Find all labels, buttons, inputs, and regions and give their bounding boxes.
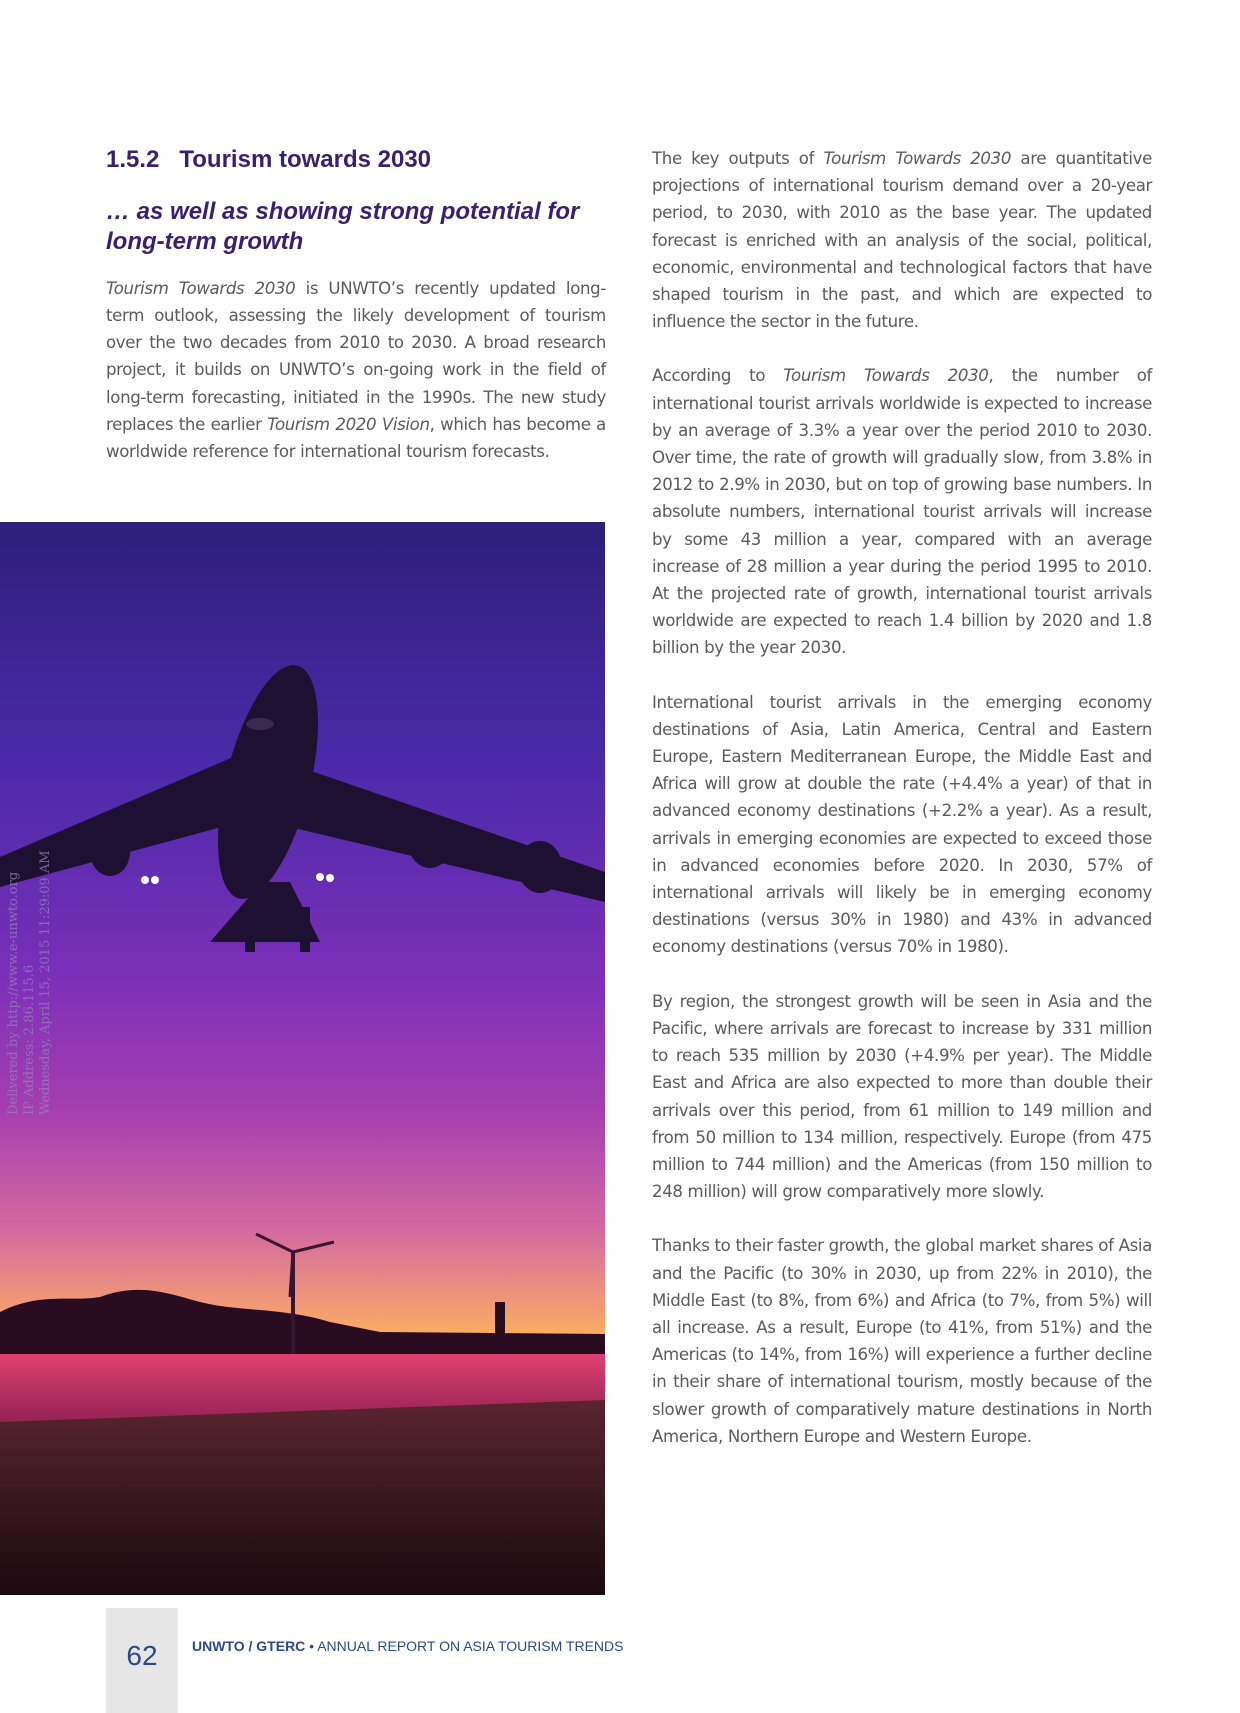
- section-number: 1.5.2: [106, 146, 160, 173]
- footer-org: UNWTO / GTERC: [192, 1638, 306, 1654]
- emphasis-title: Tourism Towards 2030: [106, 278, 296, 298]
- section-title: Tourism towards 2030: [179, 146, 432, 173]
- page-number: 62: [126, 1640, 158, 1671]
- intro-paragraph: Tourism Towards 2030 is UNWTO’s recently updated long-term outlook, assessing the likely development of tourism over the two decades from 2010 to 2030. A broad research project, it builds on UNWTO’s on-going work in the field of long-term forecasting, initiated in the 1990s. The new study replaces the earlier Tourism 2020 Vision, which has become a worldwide reference for international tourism forecasts.: [106, 278, 606, 462]
- section-subtitle: … as well as showing strong potential for long-term growth: [106, 197, 580, 255]
- emphasis-title: Tourism Towards 2030: [783, 366, 989, 386]
- airplane-sunset-photo: [0, 522, 605, 1595]
- right-column: [652, 145, 1152, 1450]
- paragraph-by-region: By region, the strongest growth will be seen in Asia and the Pacific, where arrivals are forecast to increase by 331 million to reach 535 million by 2030 (+4.9% per year). The Middle East and Africa are also expected to more than double their arrivals over this period, from 61 million to 149 million and from 50 million to 134 million, respectively. Europe (from 475 million to 744 million) and the Americas (from 150 million to 248 million) will grow comparatively more slowly.: [652, 991, 1152, 1202]
- paragraph-key-outputs: The key outputs of Tourism Towards 2030 are quantitative projections of international tourism demand over a 20-year period, to 2030, with 2010 as the base year. The updated forecast is enriched with an analysis of the social, political, economic, environmental and technological factors that have shaped tourism in the past, and which are expected to influence the sector in the future.: [652, 149, 1153, 332]
- emphasis-title: Tourism Towards 2030: [823, 149, 1012, 168]
- paragraph-emerging-economies: International tourist arrivals in the emerging economy destinations of Asia, Latin America, Central and Eastern Europe, Eastern Mediterranean Europe, the Middle East and Africa will grow at double the rate (+4.4% a year) of that in advanced economy destinations (+2.2% a year). As a result, arrivals in emerging economies are expected to exceed those in advanced economies before 2020. In 2030, 57% of international arrivals will likely be in emerging economy destinations (versus 30% in 1980) and 43% in advanced economy destinations (versus 70% in 1980).: [652, 692, 1152, 957]
- left-column: [106, 146, 606, 465]
- running-footer: [192, 1638, 623, 1654]
- paragraph-market-shares: Thanks to their faster growth, the global market shares of Asia and the Pacific (to 30% in 2030, up from 22% in 2010), the Middle East (to 8%, from 6%) and Africa (to 7%, from 5%) will all increase. As a result, Europe (to 41%, from 51%) and the Americas (to 14%, from 16%) will experience a further decline in their share of international tourism, mostly because of the slower growth of comparatively mature destinations in North America, Northern Europe and Western Europe.: [652, 1236, 1152, 1446]
- footer-separator: •: [305, 1638, 318, 1654]
- footer-report-title: ANNUAL REPORT ON ASIA TOURISM TRENDS: [317, 1638, 624, 1654]
- emphasis-title: Tourism 2020 Vision: [267, 414, 430, 434]
- delivery-watermark: Delivered by http://www.e-unwto.org IP Address: 2.86.115.6 Wednesday, April 15, 2015 11:29:09 AM: [6, 850, 53, 1115]
- section-heading: [106, 146, 606, 175]
- paragraph-arrivals-forecast: According to Tourism Towards 2030, the number of international tourist arrivals worldwide is expected to increase by an average of 3.3% a year over the period 2010 to 2030. Over time, the rate of growth will gradually slow, from 3.8% in 2012 to 2.9% in 2030, but on top of growing base numbers. In absolute numbers, international tourist arrivals will increase by some 43 million a year, compared with an average increase of 28 million a year during the period 1995 to 2010. At the projected rate of growth, international tourist arrivals worldwide are expected to reach 1.4 billion by 2020 and 1.8 billion by the year 2030.: [652, 366, 1153, 658]
